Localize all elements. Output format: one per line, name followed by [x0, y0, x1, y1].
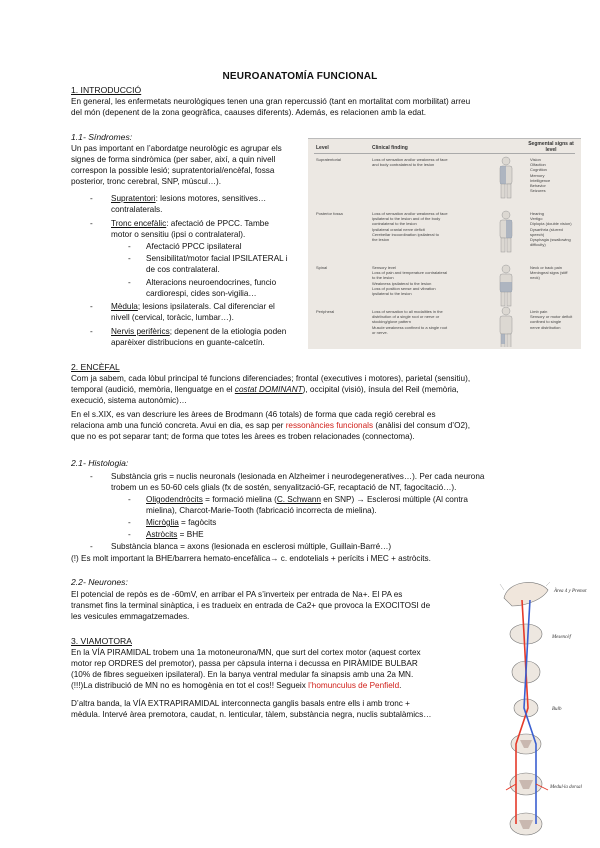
section-1-1-heading: 1.1- Síndromes: [71, 132, 133, 142]
note-medulla: Medul·la dorsal [550, 785, 582, 790]
costat-dominant: costat DOMINANT [234, 385, 303, 394]
tronc-sub-1: Afectació PPCC ipsilateral [146, 242, 242, 251]
sub-bullet-dash: - [128, 495, 131, 504]
text-span: (!!!)La distribució de MN no es homogènia en tot el cos!! Segueix [71, 681, 309, 690]
sign-line: Behavior [530, 183, 546, 189]
finding-line: distribution of a single root or nerve or [372, 314, 440, 320]
lesion-shading [500, 166, 506, 184]
sign-line: speech) [530, 231, 545, 237]
table-header-signs: Segmental signs at level [528, 141, 574, 153]
sign-line: Hearing [530, 211, 545, 216]
finding-line: Muscle weakness confined to a single root [372, 324, 448, 330]
finding-line: Loss of sensation to all modalities in the [372, 309, 443, 314]
sign-line: neck) [530, 275, 540, 281]
text-span: temporal (audició, memòria, llenguatge en el [71, 385, 235, 394]
row-1-signs [530, 157, 550, 193]
sindromes-intro-2: signes de forma sindròmica (per saber, així, a quin nivell [71, 155, 276, 164]
text-span: = fagòcits [178, 518, 217, 527]
row-3-level: Spinal [316, 265, 328, 270]
sign-line: Vision [530, 157, 541, 162]
bullet-dash: - [90, 219, 93, 228]
sign-line: Vertigo [530, 216, 543, 222]
row-2-finding [372, 211, 448, 242]
sub-bullet-dash: - [128, 518, 131, 527]
oligodendrocits-line [146, 494, 468, 505]
finding-line: ipsilateral to the lesion [372, 291, 412, 297]
finding-line: ipsilateral to the lesion and of the body [372, 216, 441, 222]
finding-line: the lesion [372, 237, 390, 243]
encefal-line-4: En el s.XIX, es van descriure les àrees de Brodmann (46 totals) de forma que cada regió cerebral es [71, 410, 436, 419]
bhe-note: (!) Es molt important la BHE/barrera hemato-encefàlica→ c. endotelials + perícits i MEC + astròcits. [71, 554, 431, 563]
sign-line: Sensory or motor deficit [530, 314, 573, 320]
nervis-line-2: aparèixer distribucions en guante-calcetín. [111, 338, 265, 347]
row-2-level: Posterior fossa [316, 211, 343, 216]
encefal-line-5 [71, 420, 470, 431]
lesion-shading [506, 220, 512, 238]
encefal-line-3: execució, sistema autonòmic)… [71, 396, 188, 405]
brain-cortex-shape [504, 582, 548, 606]
term-microglia: Micròglia [146, 518, 179, 527]
finding-line: or nerve. [372, 329, 388, 335]
tronc-sub-2a: Sensibilitat/motor facial IPSILATERAL i [146, 254, 288, 263]
sign-line: Limb pain [530, 309, 548, 314]
sign-line: Dysphagia (swallowing [530, 237, 571, 243]
row-1-finding [372, 157, 448, 167]
oligodendrocits-line-2: mielina), Charcot-Marie-Tooth (fabricació incorrecta de mielina). [146, 506, 377, 515]
table-header-level: Level [316, 145, 329, 151]
sign-line: nerve distribution [530, 324, 561, 330]
text-span: (anàlisi del consum d’O2), [373, 421, 471, 430]
sign-line: Intelligence [530, 177, 551, 183]
histologia-blanca: Substància blanca = axons (lesionada en esclerosi múltiple, Guillain-Barré…) [111, 542, 392, 551]
text-span: relaciona amb una funció concreta. Avui en dia, es sap per [71, 421, 286, 430]
supratentori-line-2: contralaterals. [111, 205, 163, 214]
sign-line: Olfaction [530, 162, 546, 168]
medula-text: ; lesions ipsilaterals. Cal diferenciar el [137, 302, 275, 311]
sub-bullet-dash: - [128, 278, 131, 287]
text-span: = formació mielina ( [202, 495, 277, 504]
sign-line: Diplopia (double vision) [530, 221, 572, 227]
mesencephalon-shape [510, 624, 542, 644]
sign-line: Cognition [530, 167, 547, 173]
finding-line: Loss of sensation and/or weakness of face [372, 211, 448, 216]
viamotora-line-4 [71, 680, 401, 691]
text-span: ), occipital (visió), ínsula del Reil (memòria, [302, 385, 459, 394]
viamotora-line-2: motor rep ORDRES del premotor), passa per càpsula interna i decussa en PIRÀMIDE BULBAR [71, 659, 418, 668]
section-2-2-heading: 2.2- Neurones: [71, 577, 128, 587]
sindromes-intro-1: Un pas important en l’abordatge neurològic es agrupar els [71, 144, 282, 153]
bullet-nervis [111, 326, 286, 337]
sign-line: Meningeal signs (stiff [530, 270, 568, 276]
sindromes-intro-4: posterior, tronc cerebral, SNP, múscul…). [71, 177, 222, 186]
sign-line: difficulty) [530, 242, 546, 248]
text-span: = BHE [177, 530, 204, 539]
tronc-text: : afectació de PPCC. Tambe [166, 219, 269, 228]
finding-line: Loss of pain and temperature contralateral [372, 270, 448, 276]
encefal-line-2 [71, 384, 459, 395]
tronc-sub-3b: cardiorespi, cides son-vigilia… [146, 289, 257, 298]
row-2-signs [530, 211, 572, 247]
sub-bullet-dash: - [128, 242, 131, 251]
row-3-signs [530, 265, 568, 281]
finding-line: contralateral to the lesion [372, 221, 417, 227]
text-span: en SNP) → Esclerosi múltiple (Al contra [321, 495, 468, 504]
finding-line: Cerebellar incoordination ipsilateral to [372, 231, 439, 237]
note-area-4: Àrea 4 y Premot [554, 589, 587, 594]
lesion-shading [500, 282, 512, 292]
sign-line: Memory [530, 172, 545, 178]
term-supratentori: Supratentori [111, 194, 156, 203]
finding-line: Loss of position sense and vibration [372, 285, 436, 291]
bullet-dash: - [90, 194, 93, 203]
term-schwann: C. Schwann [276, 495, 321, 504]
viamotora-line-3: (10% de fibres segueixen ipsilateral). En la banya ventral medular fa sinapsis amb una 2a MN. [71, 670, 414, 679]
bullet-dash: - [90, 327, 93, 336]
row-4-finding [372, 309, 447, 335]
sub-bullet-dash: - [128, 254, 131, 263]
body-diagrams [486, 155, 526, 347]
term-nervis-perifericss: Nervis perifèrics [111, 327, 170, 336]
sign-line: confined to single [530, 319, 562, 325]
sign-line: Dysarthria (slurred [530, 226, 563, 232]
table-header-finding: Clinical finding [372, 145, 408, 151]
note-bulb: Bulb [552, 707, 562, 712]
pyramidal-tract-diagram [498, 576, 590, 846]
supratentori-text: : lesions motores, sensitives… [155, 194, 267, 203]
finding-line: Ipsilateral cranial nerve deficit [372, 226, 425, 232]
sign-line: Seizures [530, 188, 546, 194]
histologia-gris-1: Substància gris = nuclis neuronals (lesionada en Alzheimer i neurodegeneratives…). Per cada neurona [111, 472, 485, 481]
note-mesencef: Mesencèf [552, 635, 571, 640]
viamotora-line-1: En la VÍA PIRAMIDAL trobem una 1a motoneurona/MN, que surt del cortex motor (aquest cortex [71, 648, 421, 657]
term-medula: Mèdula [111, 302, 138, 311]
sub-bullet-dash: - [128, 530, 131, 539]
row-4-level: Peripheral [316, 309, 335, 314]
section-1-line-1: En general, les enfermetats neurològiques tenen una gran repercussió (tant en mortalitat com morbilitat) arreu [71, 97, 471, 106]
homunculus-penfield: l’homunculus de Penfield [308, 681, 400, 690]
section-2-heading: 2. ENCÈFAL [71, 362, 120, 372]
term-astrocits: Astròcits [146, 530, 178, 539]
viamotora-line-6: mèdula. Intervé àrea premotora, caudat, n. lenticular, tàlem, substància negra, nuclis subtalàmics… [71, 710, 432, 719]
table-rule [314, 153, 575, 154]
bullet-dash: - [90, 302, 93, 311]
tronc-sub-2b: de cos contralateral. [146, 265, 220, 274]
finding-line: Weakness ipsilateral to the lesion [372, 280, 432, 286]
section-1-line-2: del món (depenent de la zona geogràfica, caauses diferents). Además, es relacionen amb la edat. [71, 108, 427, 117]
row-1-level: Supratentorial [316, 157, 341, 162]
microglia-line [146, 517, 216, 528]
finding-line: and body contralateral to the lesion [372, 162, 435, 168]
bullet-tronc [111, 218, 269, 229]
sign-line: Neck or back pain [530, 265, 563, 270]
row-4-signs [530, 309, 572, 330]
bullet-supratentori [111, 193, 266, 204]
finding-line: to the lesion [372, 275, 394, 281]
astrocits-line [146, 529, 204, 540]
histologia-gris-2: trobem un es 50-60 cels glials (fx de sostén, senyalització-GF, recaptació de NT, fagocitació…). [111, 483, 457, 492]
sindromes-intro-3: correspon la possible lesió; supratentorial/encèfal, fossa [71, 166, 275, 175]
lesion-shading [501, 334, 505, 344]
encefal-line-6: que no es pot separar tant; de forma que totes les àrees es troben relacionades (connectoma). [71, 432, 415, 441]
section-1-heading: 1. INTRODUCCIÓ [71, 85, 142, 95]
finding-line: Loss of sensation and/or weakness of face [372, 157, 448, 162]
finding-line: Sensory level [372, 265, 397, 270]
bullet-dash: - [90, 542, 93, 551]
medula-line-2: nivell (cervical, toràcic, lumbar…). [111, 313, 234, 322]
text-span: . [399, 681, 402, 690]
clinical-findings-table [308, 138, 581, 349]
term-oligodendrocits: Oligodendròcits [146, 495, 203, 504]
page-title: NEUROANATOMÍA FUNCIONAL [222, 71, 378, 82]
term-tronc-encefalic: Tronc encefàlic [111, 219, 167, 228]
neurones-line-2: transmet fins la terminal sinàptica, i es tradueix en entrada de Ca2+ que provoca la EXOCITOSI de [71, 601, 431, 610]
finding-line: stocking/glove pattern [372, 319, 411, 325]
tronc-sub-3a: Alteracions neuroendocrines, funcio [146, 278, 277, 287]
encefal-line-1: Com ja sabem, cada lòbul principal té funcions diferenciades; frontal (executives i motores), parietal (sensitiu), [71, 374, 471, 383]
section-2-1-heading: 2.1- Histologia: [71, 458, 129, 468]
bullet-dash: - [90, 472, 93, 481]
viamotora-line-5: D’altra banda, la VÍA EXTRAPIRAMIDAL interconnecta ganglis basals entre ells i amb tronc + [71, 699, 410, 708]
ressonancies-funcionals: ressonàncies funcionals [285, 421, 374, 430]
neurones-line-3: les vesicules emmagatzemades. [71, 612, 190, 621]
bullet-medula [111, 301, 275, 312]
tronc-line-2: motor o sensitiu (ipsi o contralateral). [111, 230, 246, 239]
section-3-heading: 3. VIAMOTORA [71, 636, 132, 646]
row-3-finding [372, 265, 447, 296]
neurones-line-1: El potencial de repòs es de -60mV, en arribar el PA s’inverteix per entrada de Na+. El PA es [71, 590, 403, 599]
nervis-text: ; depenent de la etiologia poden [169, 327, 287, 336]
